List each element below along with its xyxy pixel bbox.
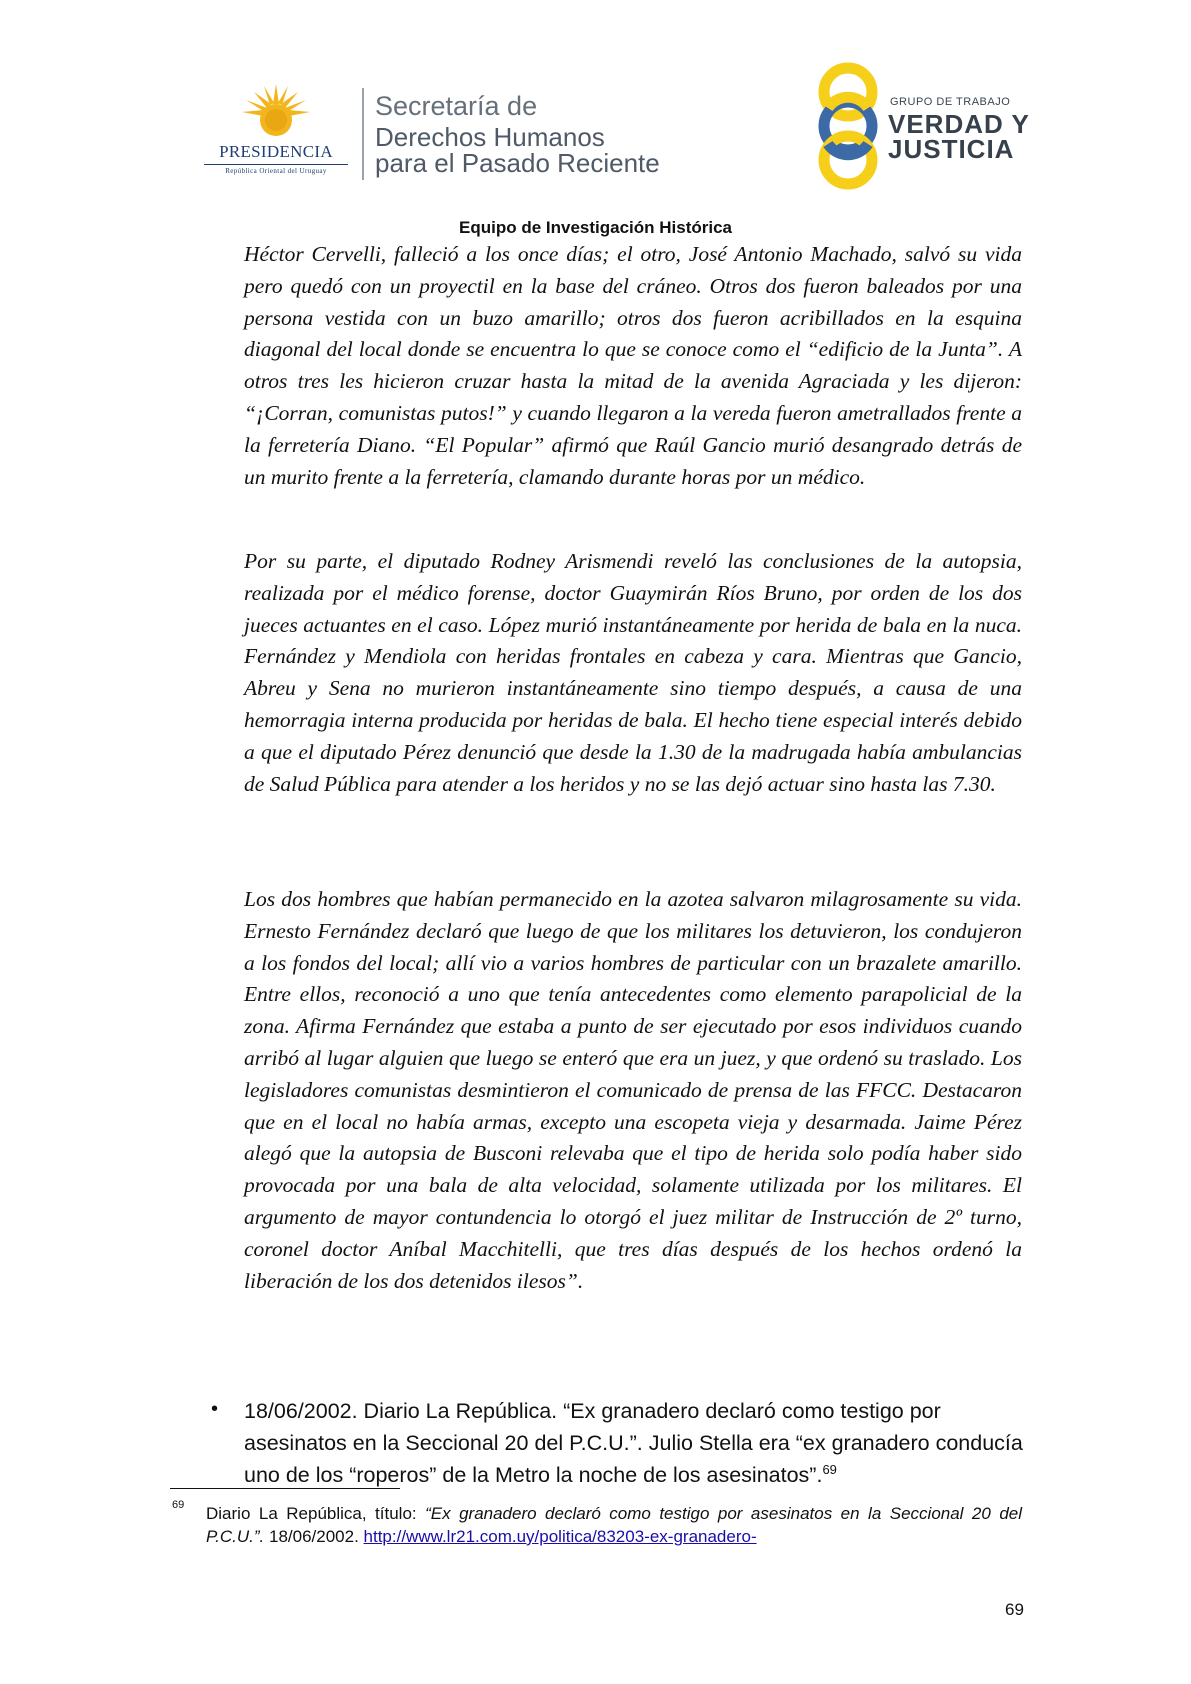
- presidencia-logo: [196, 82, 356, 182]
- footnote-prefix: Diario La República, título:: [206, 1504, 426, 1523]
- verdad-justicia-rings-icon: [808, 62, 888, 190]
- quote-paragraph-3: Los dos hombres que habían permanecido en la azotea salvaron milagrosamente su vida. Ernesto Fernández declaró que luego de que los militares los detuvieron, los condujeron a los fondos del local; allí vio a varios hombres de particular con un brazalete amarillo. Entre ellos, reconoció a uno que tenía antecedentes como elemento parapolicial de la zona. Afirma Fernández que estaba a punto de ser ejecutado por esos individuos cuando arribó al lugar alguien que luego se enteró que era un juez, y que ordenó su traslado. Los legisladores comunistas desmintieron el comunicado de prensa de las FFCC. Destacaron que en el local no había armas, excepto una escopeta vieja y desarmada. Jaime Pérez alegó que la autopsia de Busconi relevaba que el tipo de herida solo podía haber sido provocada por una bala de alta velocidad, solamente utilizada por los militares. El argumento de mayor contundencia lo otorgó el juez militar de Instrucción de 2º turno, coronel doctor Aníbal Macchitelli, que tres días después de los hechos ordenó la liberación de los dos detenidos ilesos”.: [244, 887, 1022, 1293]
- footnote-link[interactable]: http://www.lr21.com.uy/politica/83203-ex-granadero-: [363, 1527, 757, 1546]
- sun-emblem-icon: [238, 82, 314, 144]
- grupo-line-2: JUSTICIA: [888, 134, 1015, 164]
- footnote-number: 69: [172, 1499, 185, 1511]
- page-number: 69: [1005, 1600, 1024, 1619]
- grupo-line-1: VERDAD Y: [888, 109, 1030, 139]
- footnote-reference[interactable]: 69: [822, 1461, 837, 1477]
- grupo-small-label: GRUPO DE TRABAJO: [890, 96, 1011, 108]
- secretaria-line-3: para el Pasado Reciente: [375, 148, 660, 178]
- footnote-separator: [170, 1488, 400, 1489]
- footnote-text: [206, 1502, 1022, 1548]
- team-title: Equipo de Investigación Histórica: [459, 218, 732, 237]
- bullet-marker: •: [211, 1398, 219, 1420]
- quote-paragraph-2: Por su parte, el diputado Rodney Arismendi reveló las conclusiones de la autopsia, realizada por el médico forense, doctor Guaymirán Ríos Bruno, por orden de los dos jueces actuantes en el caso. López murió instantáneamente por herida de bala en la nuca. Fernández y Mendiola con heridas frontales en cabeza y cara. Mientras que Gancio, Abreu y Sena no murieron instantáneamente sino tiempo después, a causa de una hemorragia interna producida por heridas de bala. El hecho tiene especial interés debido a que el diputado Pérez denunció que desde la 1.30 de la madrugada había ambulancias de Salud Pública para atender a los heridos y no se las dejó actuar sino hasta las 7.30.: [244, 549, 1022, 796]
- presidencia-subtitle: República Oriental del Uruguay: [225, 167, 327, 175]
- presidencia-rule: [204, 164, 348, 165]
- footnote-date: 18/06/2002.: [264, 1527, 364, 1546]
- header-divider: [362, 88, 364, 180]
- presidencia-name: PRESIDENCIA: [219, 142, 333, 161]
- bullet-item: [244, 1396, 1026, 1491]
- secretaria-line-2: Derechos Humanos: [375, 122, 605, 152]
- secretaria-line-1: Secretaría de: [375, 91, 538, 121]
- bullet-text: 18/06/2002. Diario La República. “Ex granadero declaró como testigo por asesinatos en la Seccional 20 del P.C.U.”. Julio Stella era “ex granadero conducía uno de los “roperos” de la Metro la noche de los asesinatos”.: [244, 1399, 1023, 1487]
- quote-paragraph-1: Héctor Cervelli, falleció a los once días; el otro, José Antonio Machado, salvó su vida pero quedó con un proyectil en la base del cráneo. Otros dos fueron baleados por una persona vestida con un buzo amarillo; otros dos fueron acribillados en la esquina diagonal del local donde se encuentra lo que se conoce como el “edificio de la Junta”. A otros tres les hicieron cruzar hasta la mitad de la avenida Agraciada y les dijeron: “¡Corran, comunistas putos!” y cuando llegaron a la vereda fueron ametrallados frente a la ferretería Diano. “El Popular” afirmó que Raúl Gancio murió desangrado detrás de un murito frente a la ferretería, clamando durante horas por un médico.: [244, 242, 1022, 489]
- footnote-title: “Ex granadero declaró como testigo por asesinatos en la Seccional 20 del P.C.U.”.: [206, 1504, 1022, 1546]
